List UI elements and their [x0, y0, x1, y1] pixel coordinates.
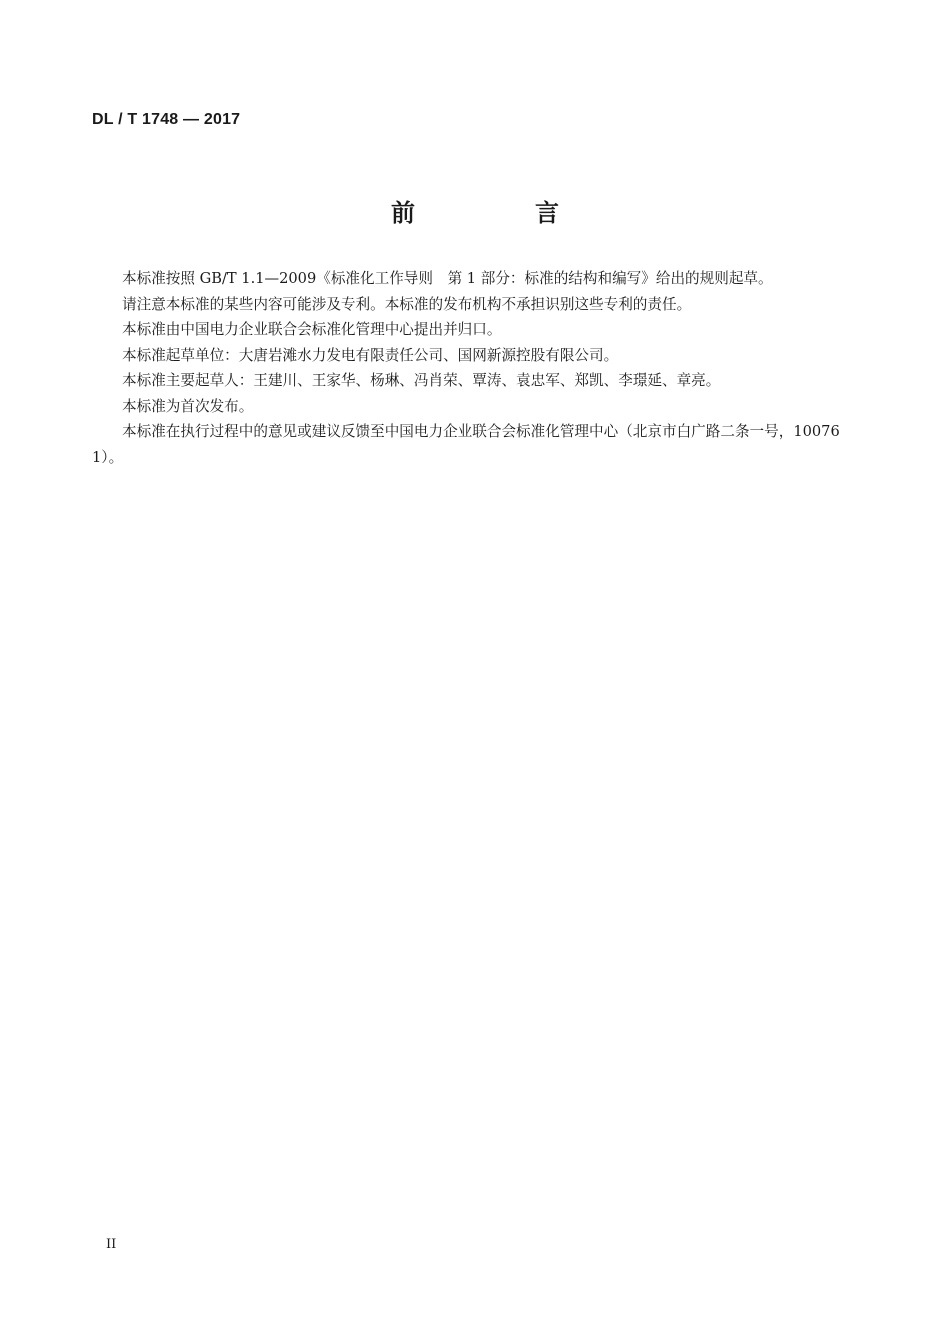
page-title: 前 言 — [391, 199, 607, 227]
paragraph-feedback: 本标准在执行过程中的意见或建议反馈至中国电力企业联合会标准化管理中心（北京市白广路二条一号，100761）。 — [92, 423, 840, 466]
paragraph-patent-notice: 请注意本标准的某些内容可能涉及专利。本标准的发布机构不承担识别这些专利的责任。 — [122, 295, 692, 313]
paragraph-drafters: 本标准主要起草人：王建川、王家华、杨琳、冯肖荣、覃涛、袁忠军、郑凯、李璟延、章亮。 — [122, 372, 721, 389]
paragraph-drafting-units: 本标准起草单位：大唐岩滩水力发电有限责任公司、国网新源控股有限公司。 — [122, 346, 619, 364]
paragraph-first-release: 本标准为首次发布。 — [122, 397, 254, 415]
page-number: II — [106, 1237, 117, 1252]
preface-body — [92, 266, 852, 470]
paragraph-drafting-rules: 本标准按照 GB/T 1.1—2009《标准化工作导则 第 1 部分：标准的结构和编写》给出的规则起草。 — [122, 270, 773, 287]
paragraph-proposer: 本标准由中国电力企业联合会标准化管理中心提出并归口。 — [122, 321, 502, 338]
document-code: DL / T 1748 — 2017 — [92, 111, 241, 128]
